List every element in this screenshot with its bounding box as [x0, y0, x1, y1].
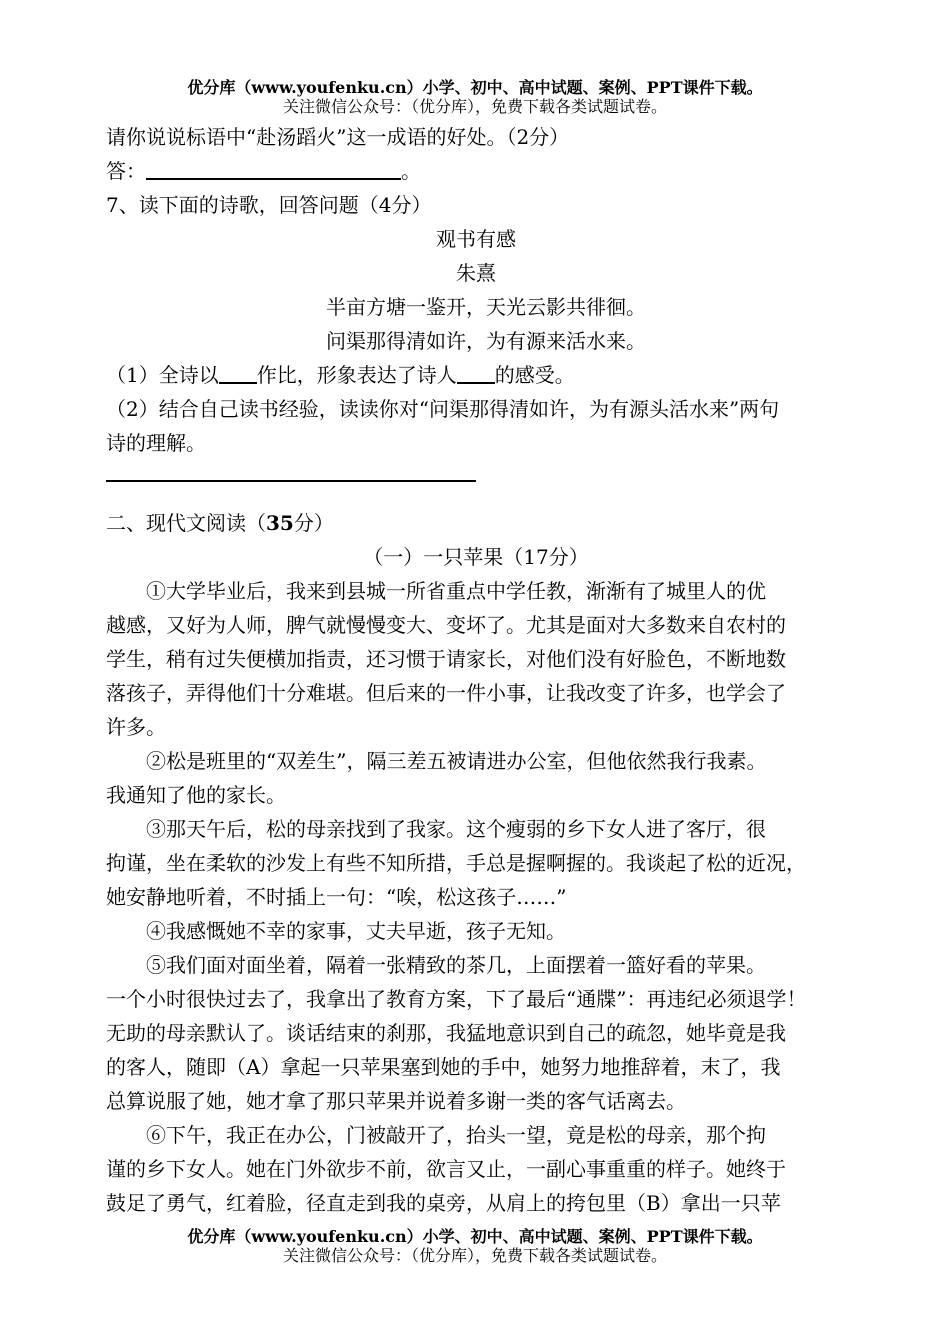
- passage-line: 我通知了他的家长。: [106, 783, 286, 807]
- passage-line: ④我感慨她不幸的家事，丈夫早逝，孩子无知。: [146, 919, 566, 943]
- question-6-answer: [106, 154, 846, 188]
- passage-line: ②松是班里的“双差生”，隔三差五被请进办公室，但他依然我行我素。: [146, 749, 767, 773]
- sub1-blank-2[interactable]: [457, 360, 495, 384]
- footer-line-2: 关注微信公众号：（优分库），免费下载各类试题试卷。: [282, 1246, 667, 1265]
- passage-line: 谨的乡下女人。她在门外欲步不前，欲言又止，一副心事重重的样子。她终于: [106, 1157, 786, 1181]
- poem-line-1: 半亩方塘一鉴开，天光云影共徘徊。: [326, 295, 646, 319]
- document-body: [106, 120, 846, 1220]
- passage-line: ⑥下午，我正在办公，门被敲开了，抬头一望，竟是松的母亲，那个拘: [146, 1123, 766, 1147]
- header-line-2: 关注微信公众号：（优分库），免费下载各类试题试卷。: [282, 97, 667, 116]
- question-7-sub-2-line-2: 诗的理解。: [106, 431, 206, 455]
- answer-end: 。: [401, 159, 421, 183]
- answer-blank[interactable]: [146, 156, 401, 180]
- question-6-prompt: 请你说说标语中“赴汤蹈火”这一成语的好处。（2分）: [106, 125, 570, 149]
- question-7-heading: 7、读下面的诗歌，回答问题（4分）: [106, 193, 432, 217]
- passage-line: 她安静地听着，不时插上一句：“唉，松这孩子……”: [106, 885, 567, 909]
- page-header: [0, 78, 950, 116]
- question-7-sub-2-line-1: （2）结合自己读书经验，读读你对“问渠那得清如许，为有源头活水来”两句: [106, 397, 780, 421]
- section-2-score: 35: [266, 511, 294, 535]
- passage-line: 落孩子，弄得他们十分难堪。但后来的一件小事，让我改变了许多，也学会了: [106, 681, 786, 705]
- sub1-text-c: 的感受。: [494, 363, 575, 387]
- section-2-heading-a: 二、现代文阅读（: [106, 511, 266, 535]
- header-line-1: 优分库（www.youfenku.cn）小学、初中、高中试题、案例、PPT课件下载。: [187, 78, 763, 97]
- question-7-sub-1: [106, 358, 846, 392]
- passage-line: 总算说服了她，她才拿了那只苹果并说着多谢一类的客气话离去。: [106, 1089, 686, 1113]
- passage-line: ③那天午后，松的母亲找到了我家。这个瘦弱的乡下女人进了客厅，很: [146, 817, 766, 841]
- passage-line: 的客人，随即（A）拿起一只苹果塞到她的手中，她努力地推辞着，末了，我: [106, 1055, 781, 1079]
- page-footer: [0, 1227, 950, 1265]
- sub1-blank-1[interactable]: [219, 360, 257, 384]
- answer-label: 答：: [106, 159, 146, 183]
- passage-line: 无助的母亲默认了。谈话结束的刹那，我猛地意识到自己的疏忽，她毕竟是我: [106, 1021, 786, 1045]
- poem-line-2: 问渠那得清如许，为有源来活水来。: [326, 329, 646, 353]
- passage-line: 越感，又好为人师，脾气就慢慢变大、变坏了。尤其是面对大多数来自农村的: [106, 613, 786, 637]
- section-2-heading-b: 分）: [293, 511, 334, 535]
- poem-author: 朱熹: [456, 261, 496, 285]
- passage-line: 拘谨，坐在柔软的沙发上有些不知所措，手总是握啊握的。我谈起了松的近况，: [106, 851, 806, 875]
- sub1-text-a: （1）全诗以: [106, 363, 219, 387]
- footer-line-1: 优分库（www.youfenku.cn）小学、初中、高中试题、案例、PPT课件下载。: [187, 1227, 763, 1246]
- passage-line: 学生，稍有过失便横加指责，还习惯于请家长，对他们没有好脸色，不断地数: [106, 647, 786, 671]
- passage-line: ⑤我们面对面坐着，隔着一张精致的茶几，上面摆着一篮好看的苹果。: [146, 953, 766, 977]
- passage-title: （一）一只苹果（17分）: [363, 545, 589, 569]
- passage-line: ①大学毕业后，我来到县城一所省重点中学任教，渐渐有了城里人的优: [146, 579, 766, 603]
- sub2-answer-line[interactable]: [106, 478, 476, 482]
- passage-line: 鼓足了勇气，红着脸，径直走到我的桌旁，从肩上的挎包里（B）拿出一只苹: [106, 1191, 781, 1215]
- poem-title: 观书有感: [436, 227, 516, 251]
- passage-line: 一个小时很快过去了，我拿出了教育方案，下了最后“通牒”：再违纪必须退学！: [106, 987, 807, 1011]
- section-2-heading: [106, 506, 846, 540]
- passage-line: 许多。: [106, 715, 166, 739]
- sub1-text-b: 作比，形象表达了诗人: [256, 363, 457, 387]
